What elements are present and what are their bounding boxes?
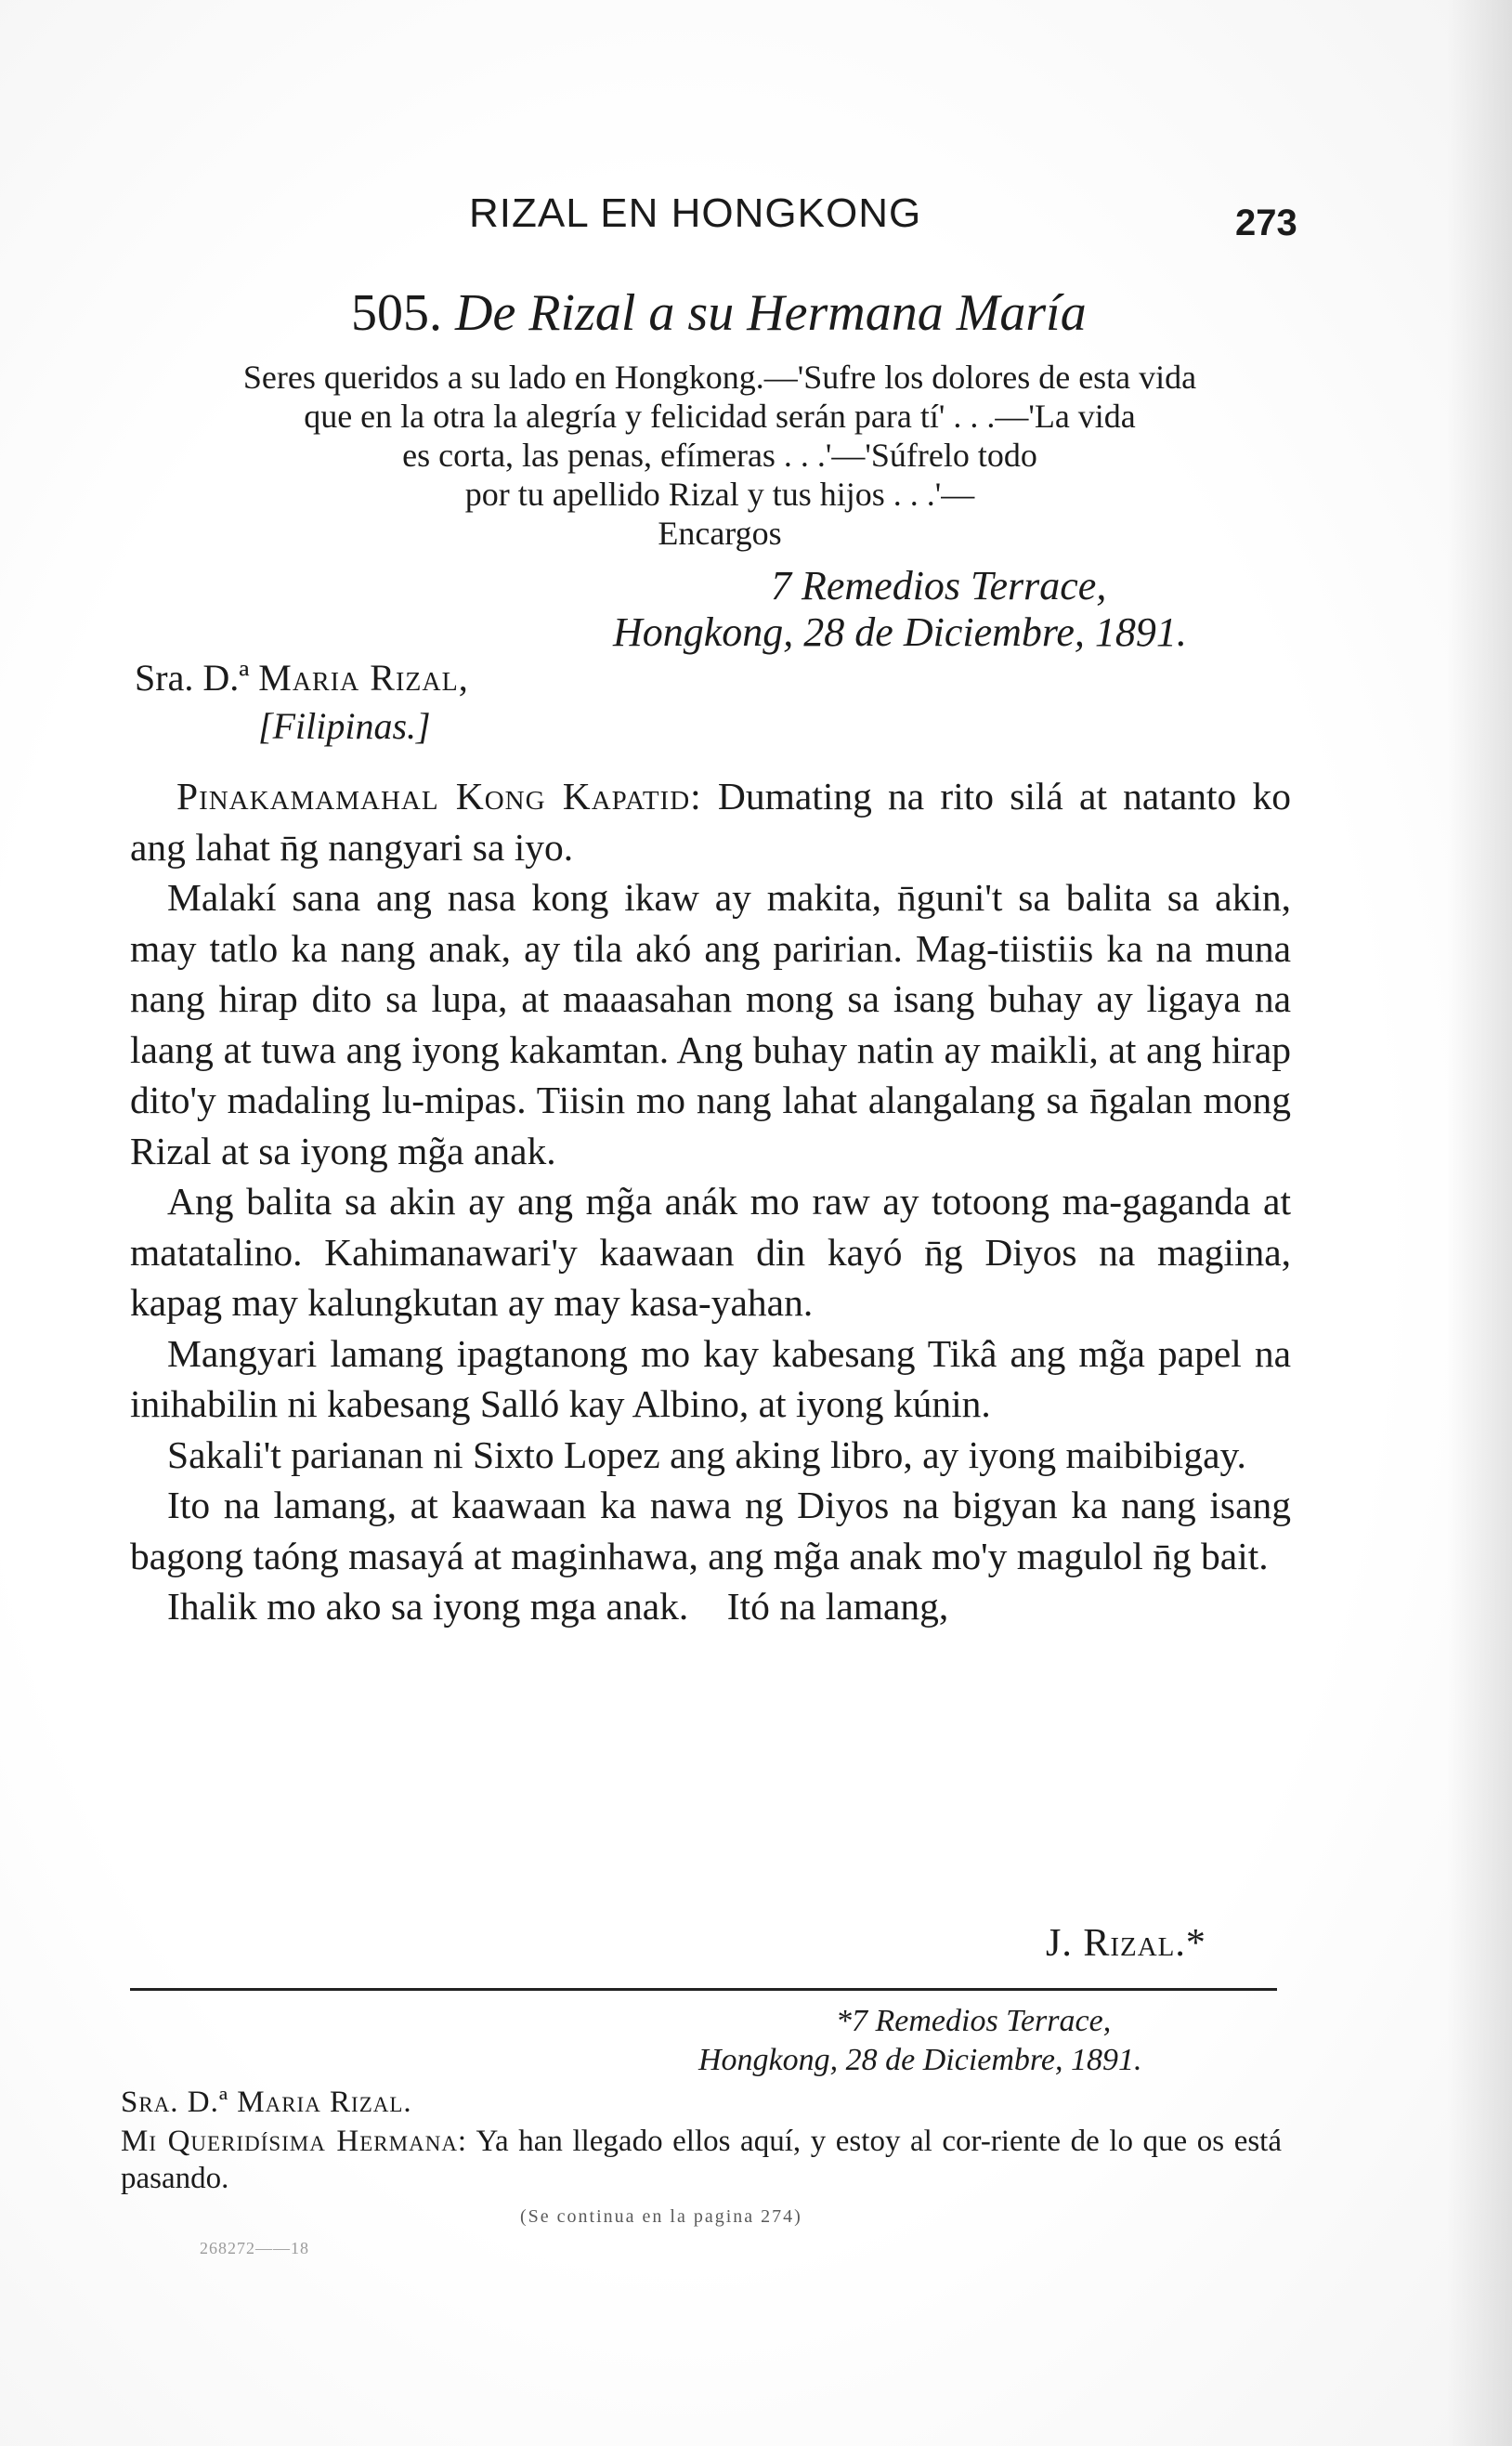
letter-number: 505. [351,284,442,342]
letter-title-text: De Rizal a su Hermana María [455,284,1087,342]
letter-summary [135,358,1305,553]
letter-title [351,283,1087,343]
page-number: 273 [1235,203,1297,243]
footnote-addressee: Sra. D.ª Maria Rizal. [121,2086,412,2119]
salutation: Pinakamamahal Kong Kapatid: [176,775,702,818]
addressee-prefix: Sra. D.ª [135,657,250,699]
letter-body [130,771,1291,1632]
print-code: 268272——18 [200,2239,309,2257]
letter-paragraph: Sakali't parianan ni Sixto Lopez ang aking libro, ay iyong maibibigay. [167,1432,1246,1476]
letter-paragraph: Mangyari lamang ipagtanong mo kay kabesang Tikâ ang mg̃a papel na inihabilin ni kabesang Salló kay Albino, at iyong kúnin. [130,1331,1291,1425]
letter-paragraph: Ito na lamang, at kaawaan ka nawa ng Diyos na bigyan ka nang isang bagong taóng masayá at maginhawa, ang mg̃a anak mo'y magulol n̄g bait. [130,1484,1291,1577]
footnote-salutation: Mi Queridísima Hermana: [121,2125,468,2158]
summary-line: que en la otra la alegría y felicidad serán para tí' . . .—'La vida [304,398,1136,435]
letter-date: Hongkong, 28 de Diciembre, 1891. [613,609,1187,655]
letter-paragraph: Pinakamamahal Kong Kapatid: Dumating na rito silá at natanto ko ang lahat n̄g nangyari sa iyo. [130,775,1291,869]
footnote-divider [130,1988,1277,1991]
continuation-note: (Se continua en la pagina 274) [520,2206,802,2227]
summary-line: Seres queridos a su lado en Hongkong.—'Sufre los dolores de esta vida [242,359,1197,396]
summary-line: por tu apellido Rizal y tus hijos . . .'— [464,476,975,513]
footnote-date: Hongkong, 28 de Diciembre, 1891. [698,2043,1142,2077]
footnote-text [121,2123,1282,2197]
addressee-location: [Filipinas.] [258,705,431,747]
signature: J. Rizal.* [1046,1922,1206,1965]
letter-paragraph: Ang balita sa akin ay ang mg̃a anák mo raw ay totoong ma-gaganda at matatalino. Kahimanawari'y kaawaan din kayó n̄g Diyos na magiina, kapag may kalungkutan ay may kasa-yahan. [130,1180,1291,1324]
page-edge-shadow [1447,0,1512,2446]
footnote-body: Ya han llegado ellos aquí, y estoy al cor-riente de lo que os está pasando. [121,2125,1282,2195]
addressee-name: Maria Rizal, [258,657,469,699]
footnote-place: *7 Remedios Terrace, [836,2004,1112,2038]
letter-paragraph: Ihalik mo ako sa iyong mga anak. Itó na lamang, [167,1585,949,1628]
summary-line: es corta, las penas, efímeras . . .'—'Súfrelo todo [402,437,1037,474]
summary-line: Encargos [658,515,782,552]
running-title: RIZAL EN HONGKONG [469,190,922,236]
letter-place: 7 Remedios Terrace, [771,563,1107,608]
letter-paragraph: Malakí sana ang nasa kong ikaw ay makita, n̄guni't sa balita sa akin, may tatlo ka nang anak, ay tila akó ang paririan. Mag-tiistiis ka na muna nang hirap dito sa lupa, at maaasahan mong sa isang buhay ay ligaya na laang at tuwa ang iyong kakamtan. Ang buhay natin ay maikli, at ang hirap dito'y madaling lu-mipas. Tiisin mo nang lahat alangalang sa n̄galan mong Rizal at sa iyong mg̃a anak. [130,876,1291,1172]
addressee [135,656,469,700]
